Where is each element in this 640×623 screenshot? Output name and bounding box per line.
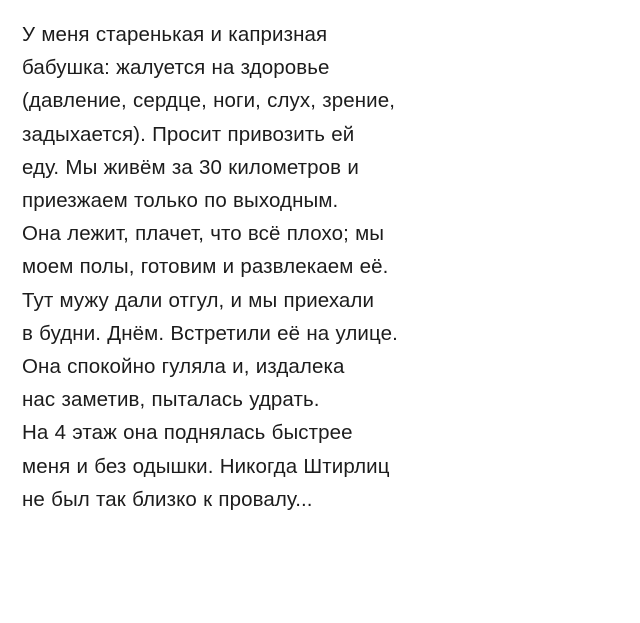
story-line: меня и без одышки. Никогда Штирлиц (22, 454, 390, 478)
story-line: не был так близко к провалу... (22, 487, 313, 511)
story-line: еду. Мы живём за 30 километров и (22, 155, 359, 179)
story-line: задыхается). Просит привозить ей (22, 122, 355, 146)
story-line: приезжаем только по выходным. (22, 189, 339, 213)
story-line: Она спокойно гуляла и, издалека (22, 355, 345, 379)
story-line: Тут мужу дали отгул, и мы приехали (22, 288, 375, 312)
story-text-block (22, 18, 618, 516)
story-line: Она лежит, плачет, что всё плохо; мы (22, 222, 385, 246)
story-line: моем полы, готовим и развлекаем её. (22, 255, 389, 279)
story-line: (давление, сердце, ноги, слух, зрение, (22, 89, 395, 113)
story-line: в будни. Днём. Встретили её на улице. (22, 321, 398, 345)
story-line: У меня старенькая и капризная (22, 23, 328, 46)
story-line: нас заметив, пыталась удрать. (22, 388, 320, 412)
story-line: бабушка: жалуется на здоровье (22, 56, 330, 80)
story-line: На 4 этаж она поднялась быстрее (22, 421, 353, 445)
